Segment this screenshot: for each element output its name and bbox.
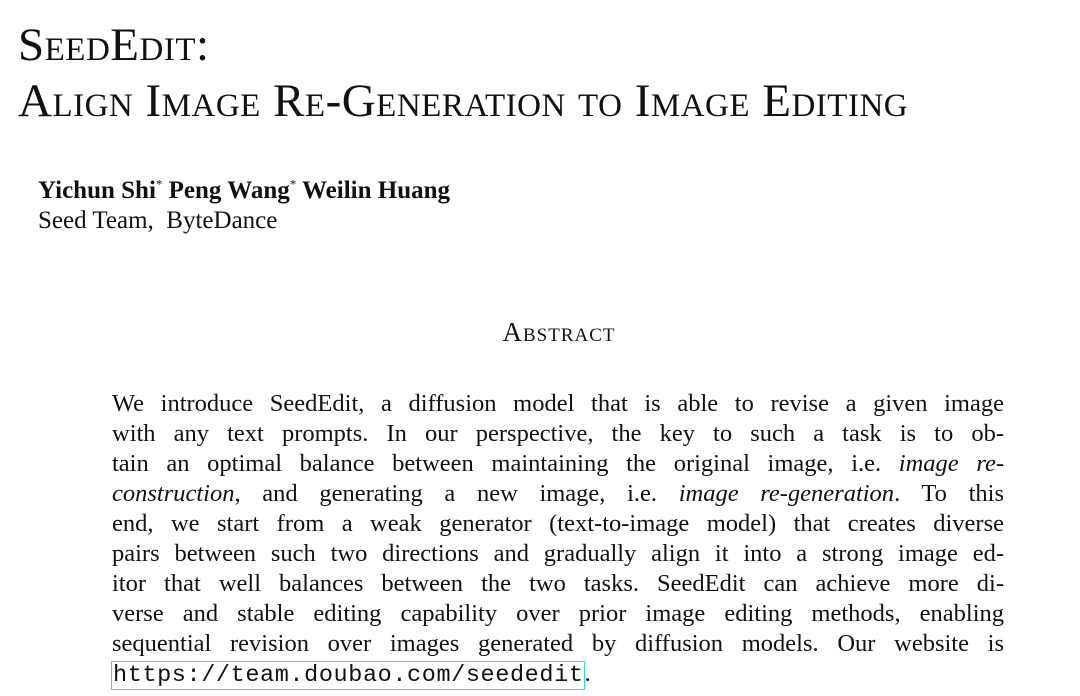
abstract-line-1 bbox=[112, 389, 1004, 419]
author-2 bbox=[169, 177, 297, 204]
abstract-line-10 bbox=[112, 659, 1004, 689]
abstract-heading: Abstract bbox=[502, 317, 616, 347]
abstract-line-6 bbox=[112, 539, 1004, 569]
abstract-text: end, we start from a weak generator (text-to-image model) that creates diverse bbox=[112, 510, 1004, 537]
paper-title-line-1: SeedEdit: bbox=[18, 19, 210, 71]
abstract-emphasis: image re-generation bbox=[678, 480, 895, 507]
url-period: . bbox=[584, 660, 591, 687]
abstract-line-3 bbox=[112, 449, 1004, 479]
author-list bbox=[38, 176, 450, 206]
abstract-text: with any text prompts. In our perspective, the key to such a task is to ob- bbox=[112, 420, 1004, 447]
abstract-emphasis: construction bbox=[112, 480, 235, 507]
author-2-mark: * bbox=[289, 176, 297, 192]
abstract-text: sequential revision over images generated by diffusion models. Our website is bbox=[112, 630, 1004, 657]
abstract-line-7 bbox=[112, 569, 1004, 599]
abstract-body bbox=[112, 389, 1004, 689]
abstract-text: We introduce SeedEdit, a diffusion model that is able to revise a given image bbox=[112, 390, 1004, 417]
author-1 bbox=[38, 177, 162, 204]
abstract-text: , and generating a new image, i.e. bbox=[234, 480, 679, 507]
author-3-name: Weilin Huang bbox=[302, 177, 451, 204]
author-1-mark: * bbox=[155, 176, 163, 192]
abstract-text: verse and stable editing capability over prior image editing methods, enabling bbox=[112, 600, 1004, 627]
abstract-emphasis: image re- bbox=[898, 450, 1004, 477]
author-3 bbox=[302, 177, 450, 204]
abstract-line-2 bbox=[112, 419, 1004, 449]
website-link[interactable]: https://team.doubao.com/seededit bbox=[113, 662, 584, 689]
author-1-name: Yichun Shi bbox=[38, 177, 156, 204]
affiliation: Seed Team, ByteDance bbox=[38, 207, 278, 234]
abstract-text: itor that well balances between the two tasks. SeedEdit can achieve more di- bbox=[112, 570, 1004, 597]
abstract-line-9 bbox=[112, 629, 1004, 659]
abstract-line-5 bbox=[112, 509, 1004, 539]
abstract-text: pairs between such two directions and gradually align it into a strong image ed- bbox=[112, 540, 1004, 567]
abstract-text: . To this bbox=[894, 480, 1004, 507]
abstract-text: tain an optimal balance between maintaining the original image, i.e. bbox=[112, 450, 899, 477]
author-2-name: Peng Wang bbox=[168, 177, 290, 204]
paper-title-line-2: Align Image Re-Generation to Image Editing bbox=[18, 75, 909, 127]
abstract-line-4 bbox=[112, 479, 1004, 509]
abstract-line-8 bbox=[112, 599, 1004, 629]
